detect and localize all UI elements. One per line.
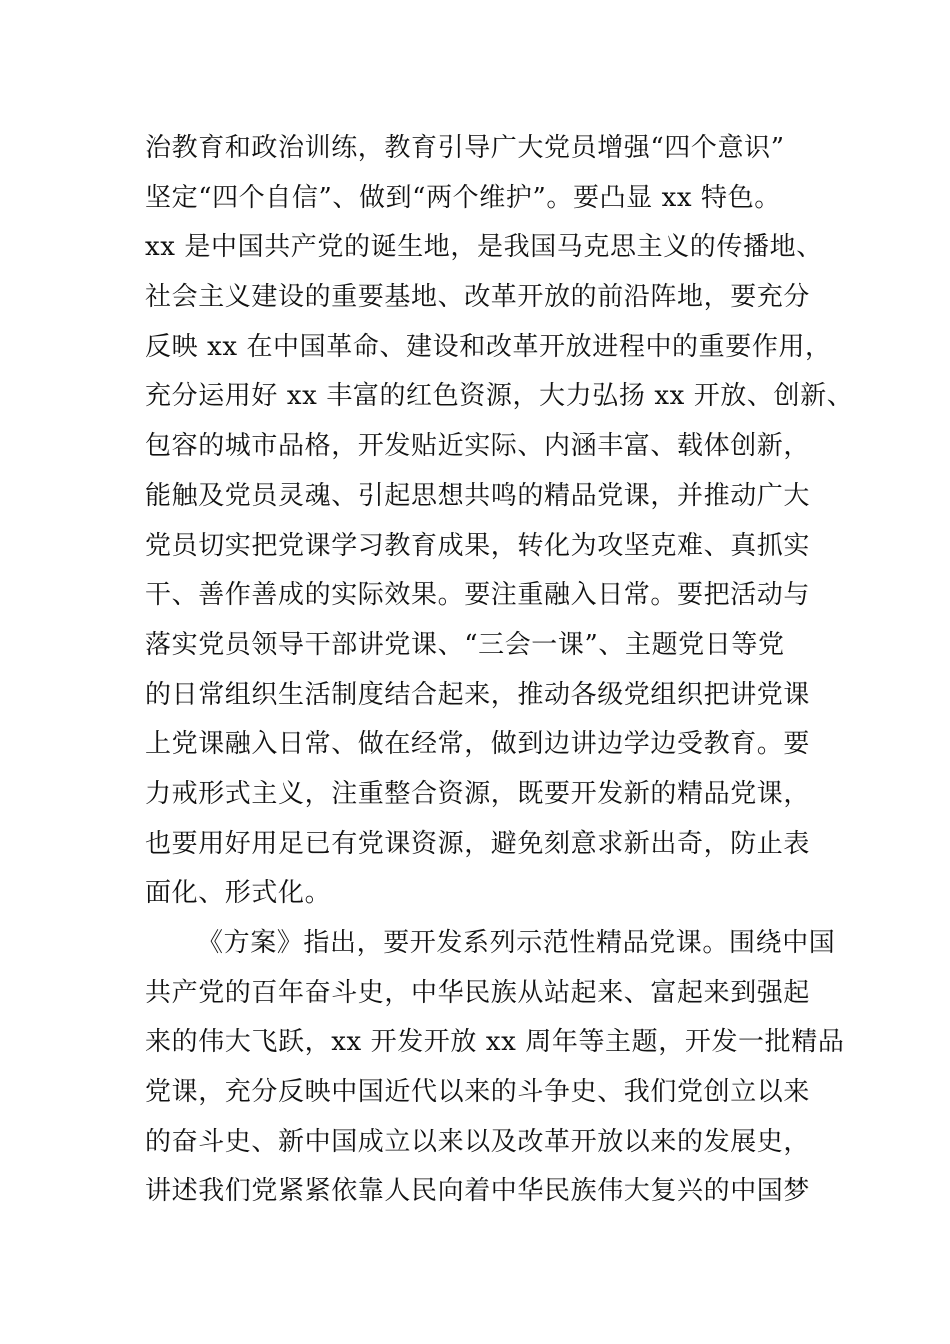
text-line: 的日常组织生活制度结合起来，推动各级党组织把讲党课 [145,679,811,710]
text-line: 包容的城市品格，开发贴近实际、内涵丰富、载体创新， [145,431,811,462]
text-line: 能触及党员灵魂、引起思想共鸣的精品党课，并推动广大 [145,480,811,511]
text-line: 共产党的百年奋斗史，中华民族从站起来、富起来到强起 [145,977,811,1008]
text-line: 社会主义建设的重要基地、改革开放的前沿阵地，要充分 [145,282,811,313]
paragraph-1 [145,124,854,919]
document-body [145,124,854,1217]
text-line: 党课，充分反映中国近代以来的斗争史、我们党创立以来 [145,1077,811,1108]
text-line: 上党课融入日常、做在经常，做到边讲边学边受教育。要 [145,729,811,760]
text-line: 治教育和政治训练，教育引导广大党员增强“四个意识” [145,133,785,163]
text-line: 反映 xx 在中国革命、建设和改革开放进程中的重要作用， [145,331,832,362]
text-line: 充分运用好 xx 丰富的红色资源，大力弘扬 xx 开放、创新、 [145,381,854,412]
text-line: 干、善作善成的实际效果。要注重融入日常。要把活动与 [145,580,811,611]
text-line: 坚定“四个自信”、做到“两个维护”。要凸显 xx 特色。 [145,182,781,213]
text-line: 的奋斗史、新中国成立以来以及改革开放以来的发展史， [145,1126,811,1157]
paragraph-2 [145,919,845,1217]
text-line-indented: 《方案》指出，要开发系列示范性精品党课。围绕中国 [197,928,836,958]
text-line: 来的伟大飞跃，xx 开发开放 xx 周年等主题，开发一批精品 [145,1027,845,1058]
text-line: 面化、形式化。 [145,878,332,909]
text-line: 力戒形式主义，注重整合资源，既要开发新的精品党课， [145,778,811,809]
text-line: 也要用好用足已有党课资源，避免刻意求新出奇，防止表 [145,828,811,859]
text-line: 党员切实把党课学习教育成果，转化为攻坚克难、真抓实 [145,530,811,561]
text-line: 落实党员领导干部讲党课、“三会一课”、主题党日等党 [145,629,785,660]
text-line: 讲述我们党紧紧依靠人民向着中华民族伟大复兴的中国梦 [145,1176,811,1207]
text-line: xx 是中国共产党的诞生地，是我国马克思主义的传播地、 [145,232,823,263]
